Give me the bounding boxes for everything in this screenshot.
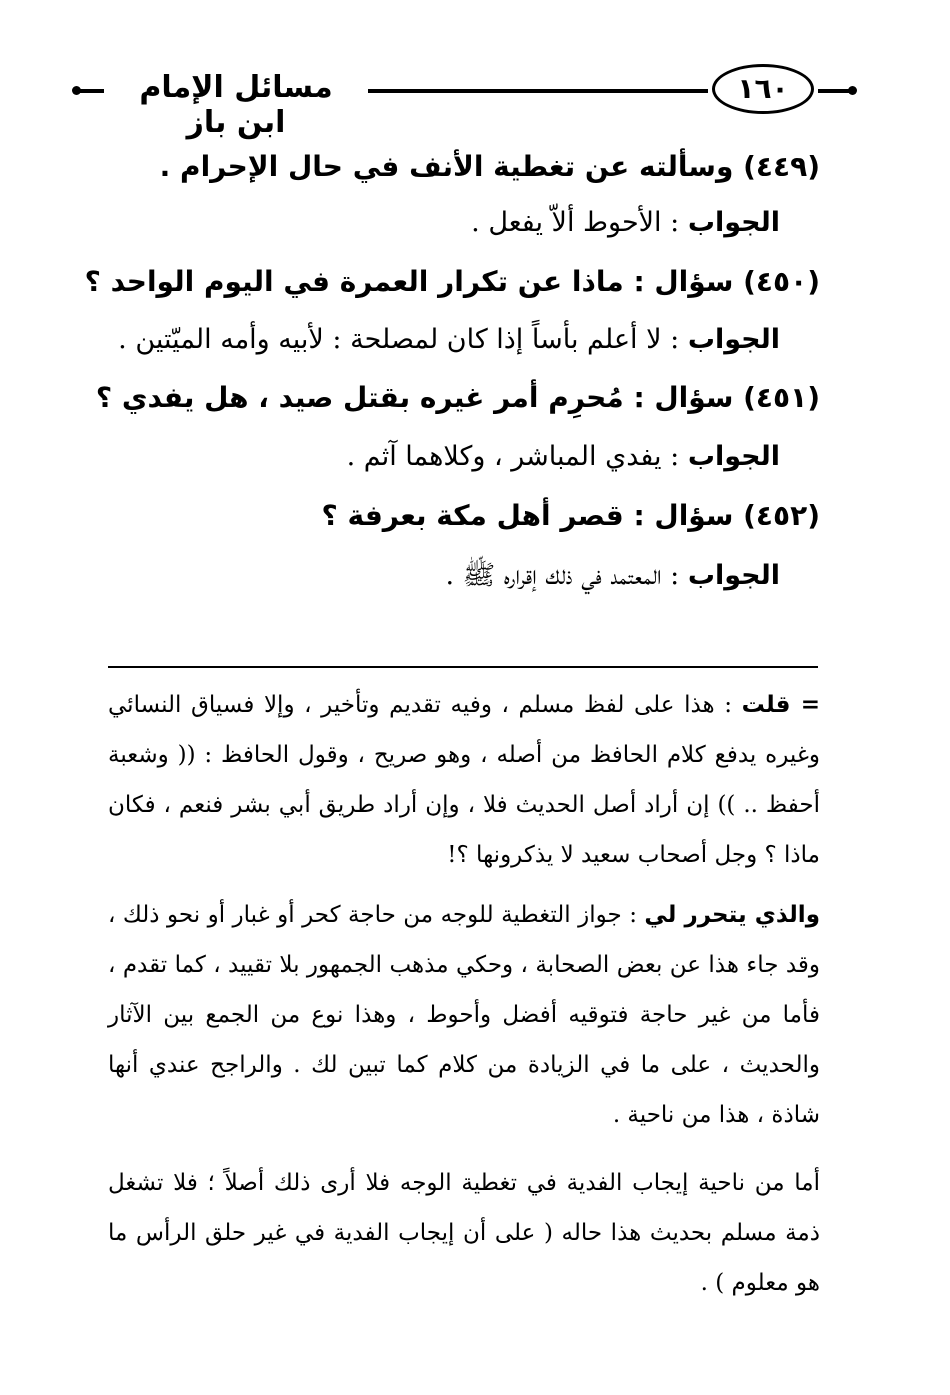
answer-label: الجواب — [687, 207, 780, 238]
footnote-paragraph-1 — [108, 680, 820, 880]
footnote-lead: = قلت — [741, 692, 821, 718]
footnote-text: : هذا على لفظ مسلم ، وفيه تقديم وتأخير ، وإلا فسياق النسائي وغيره يدفع كلام الحافظ من أصله ، وهو صريح ، وقول الحافظ : (( وشعبة أحفظ .. )) إن أراد أصل الحديث فلا ، وإن أراد طريق أبي بشر فنعم ، فكان ماذا ؟ وجل أصحاب سعيد لا يذكرونها ؟! — [108, 692, 820, 868]
answer-450 — [118, 320, 780, 360]
question-451: (٤٥١) سؤال : مُحرِم أمر غيره بقتل صيد ، هل يفدي ؟ — [95, 381, 820, 414]
footnote-lead: والذي يتحرر لي — [644, 902, 820, 928]
answer-452 — [445, 556, 780, 596]
answer-text: : المعتمد في ذلك إقراره ﷺ . — [445, 560, 680, 591]
header-rule-middle — [368, 89, 708, 93]
footnote-separator — [108, 666, 818, 668]
header-rule-left — [78, 89, 104, 93]
footnote-paragraph-3: أما من ناحية إيجاب الفدية في تغطية الوجه فلا أرى ذلك أصلاً ؛ فلا تشغل ذمة مسلم بحديث هذا حاله ( على أن إيجاب الفدية في غير حلق الرأس ما هو معلوم ) . — [108, 1170, 820, 1296]
question-449: (٤٤٩) وسألته عن تغطية الأنف في حال الإحرام . — [159, 150, 820, 183]
answer-text: : يفدي المباشر ، وكلاهما آثم . — [346, 441, 680, 472]
answer-text: : الأحوط ألاّ يفعل . — [471, 207, 680, 238]
header-rule-right — [818, 89, 852, 93]
question-452: (٤٥٢) سؤال : قصر أهل مكة بعرفة ؟ — [321, 499, 820, 532]
question-450: (٤٥٠) سؤال : ماذا عن تكرار العمرة في اليوم الواحد ؟ — [84, 265, 820, 298]
answer-label: الجواب — [687, 560, 780, 591]
answer-label: الجواب — [687, 324, 780, 355]
footnote-text: : جواز التغطية للوجه من حاجة كحر أو غبار أو نحو ذلك ، وقد جاء هذا عن بعض الصحابة ، وحكي مذهب الجمهور بلا تقييد ، كما تقدم ، فأما من غير حاجة فتوقيه أفضل وأحوط ، وهذا نوع من الجمع بين الآثار والحديث ، على ما في الزيادة من كلام كما تبين لك . والراجح عندي أنها شاذة ، هذا من ناحية . — [108, 902, 820, 1128]
answer-451 — [347, 437, 780, 477]
running-head-title: مسائل الإمام ابن باز — [139, 70, 333, 140]
header-ornament-dot-right — [848, 86, 857, 95]
answer-449 — [471, 203, 780, 243]
page-number: ١٦٠ — [712, 64, 814, 114]
answer-text: : لا أعلم بأساً إذا كان لمصلحة : لأبيه وأمه الميّتين . — [118, 324, 680, 355]
answer-label: الجواب — [687, 441, 780, 472]
footnote-paragraph-2 — [108, 890, 820, 1140]
